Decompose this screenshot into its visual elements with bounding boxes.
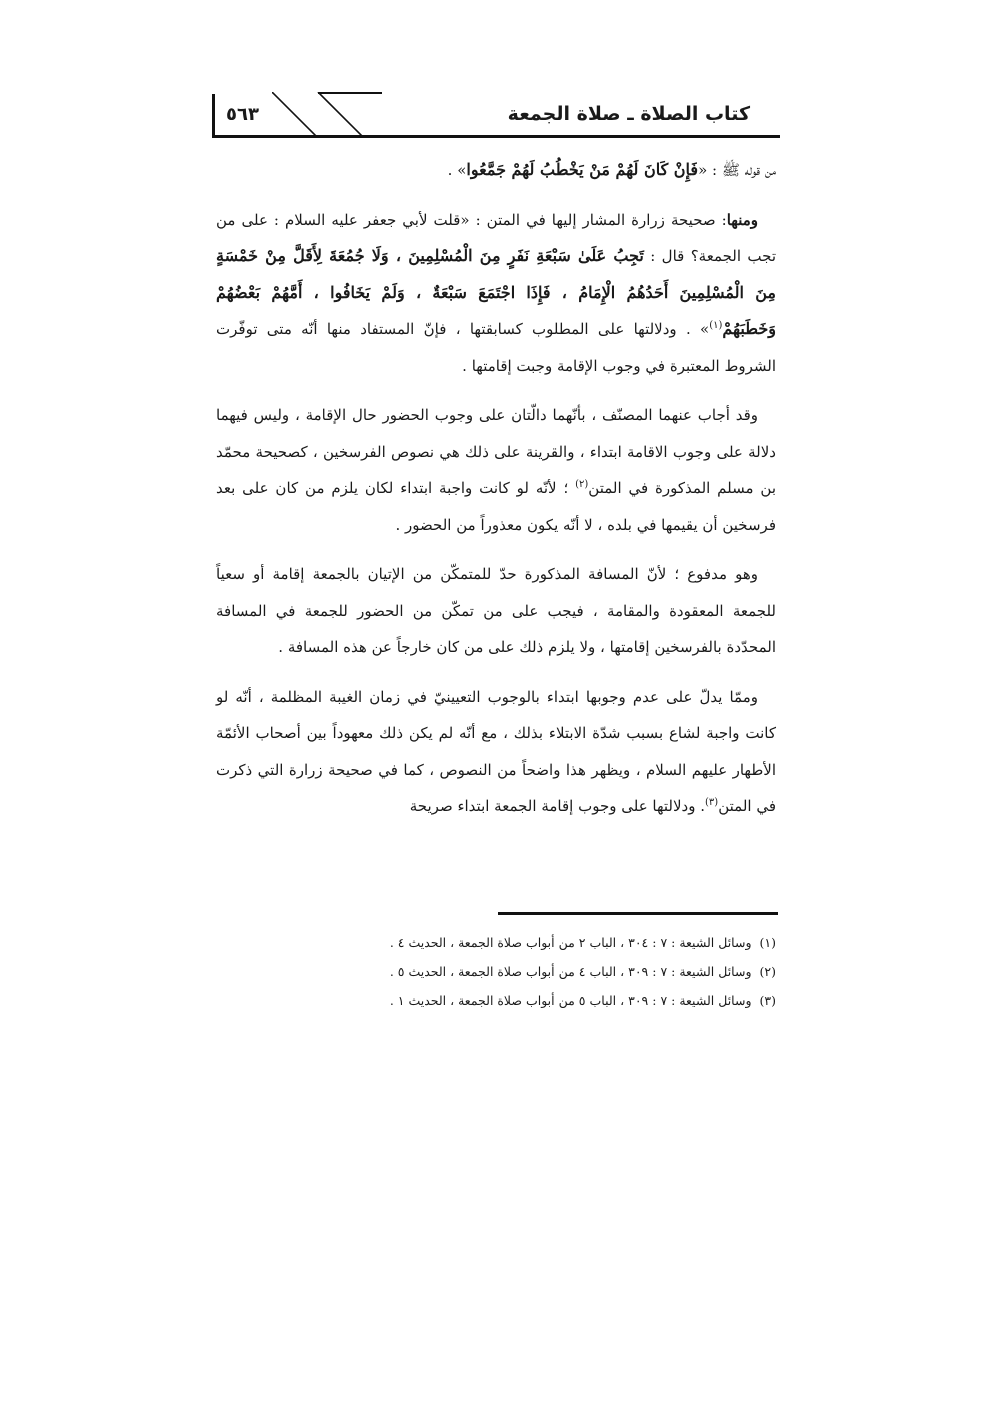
paragraph (216, 397, 776, 543)
footnote-ref[interactable]: (٢) (575, 479, 589, 490)
text-run: » . ودلالتها على المطلوب كسابقتها ، فإنّ المستفاد منها أنّه متى توفّرت الشروط المعتبرة في وجوب الإقامة وجبت إقامتها . (216, 320, 776, 375)
lead-word: ومنها (726, 210, 758, 229)
footnotes (216, 928, 776, 1015)
text-run: : صحيحة زرارة المشار إليها في المتن : «قلت لأبي جعفر عليه السلام : على من تجب الجمعة؟ قال : (216, 210, 777, 265)
chapter-title: كتاب الصلاة ـ صلاة الجمعة (507, 103, 750, 125)
footnote-number: (١) (759, 935, 776, 950)
footnote-text: وسائل الشيعة : ٧ : ٣٠٤ ، الباب ٢ من أبواب صلاة الجمعة ، الحديث ٤ . (389, 935, 752, 950)
footnote-ref[interactable]: (١) (709, 320, 723, 331)
header-left-bar (212, 94, 215, 138)
footnote-text: وسائل الشيعة : ٧ : ٣٠٩ ، الباب ٤ من أبواب صلاة الجمعة ، الحديث ٥ . (389, 964, 752, 979)
text-run: . ودلالتها على وجوب إقامة الجمعة ابتداء صريحة (409, 797, 706, 815)
quoted-text: فَإِنْ كَانَ لَهُمْ مَنْ يَخْطُبُ لَهُمْ جَمَّعُوا (466, 160, 699, 179)
footnote (216, 928, 776, 957)
footnote-number: (٢) (759, 964, 776, 979)
text-run: من قوله ﷺ : « (698, 161, 776, 179)
paragraph (216, 152, 776, 189)
running-header (212, 92, 780, 138)
footnote (216, 957, 776, 986)
text-run: ؛ لأنّه لو كانت واجبة ابتداء لكان يلزم من كان على بعد فرسخين أن يقيمها في بلده ، لا أنّه يكون معذوراً من الحضور . (216, 479, 776, 534)
paragraph (216, 556, 776, 666)
footnote-number: (٣) (759, 993, 776, 1008)
text-run: » . (447, 161, 467, 179)
text-run: وهو مدفوع ؛ لأنّ المسافة المذكورة حدّ للمتمكّن من الإتيان بالجمعة إقامة أو سعياً للجمعة المعقودة والمقامة ، فيجب على من تمكّن من الحضور للجمعة في المسافة المحدّدة بالفرسخين إقامتها ، ولا يلزم ذلك على من كان خارجاً عن هذه المسافة . (216, 565, 776, 656)
quoted-text: تَجِبُ عَلَىٰ سَبْعَةِ نَفَرٍ مِنَ الْمُسْلِمِينَ ، وَلَا جُمُعَةَ لِأَقَلَّ مِنْ خَمْسَةٍ مِنَ الْمُسْلِمِينَ أَحَدُهُمُ الْإِمَامُ ، فَإِذَا اجْتَمَعَ سَبْعَةٌ ، وَلَمْ يَخَافُوا ، أَمَّهُمْ بَعْضُهُمْ وَخَطَبَهُمْ (216, 246, 776, 338)
header-rule (212, 135, 780, 138)
paragraph (216, 679, 776, 825)
header-ornament (272, 92, 382, 138)
footnote-divider (498, 912, 778, 915)
footnote-ref[interactable]: (٣) (705, 797, 719, 808)
text-run: وممّا يدلّ على عدم وجوبها ابتداء بالوجوب التعيينيّ في زمان الغيبة المظلمة ، أنّه لو كانت واجبة لشاع بسبب شدّة الابتلاء بذلك ، مع أنّه لم يكن ذلك معهوداً بين أصحاب الأئمّة الأطهار عليهم السلام ، ويظهر هذا واضحاً من النصوص ، كما في صحيحة زرارة التي ذكرت في المتن (216, 687, 776, 815)
main-text (216, 152, 776, 838)
page-number: ٥٦٣ (226, 104, 259, 125)
footnote (216, 986, 776, 1015)
footnote-text: وسائل الشيعة : ٧ : ٣٠٩ ، الباب ٥ من أبواب صلاة الجمعة ، الحديث ١ . (389, 993, 752, 1008)
text-run: وقد أجاب عنهما المصنّف ، بأنّهما دالّتان على وجوب الحضور حال الإقامة ، وليس فيهما دلالة على وجوب الاقامة ابتداء ، والقرينة على ذلك هي نصوص الفرسخين ، كصحيحة محمّد بن مسلم المذكورة في المتن (216, 406, 776, 497)
paragraph (216, 202, 776, 385)
